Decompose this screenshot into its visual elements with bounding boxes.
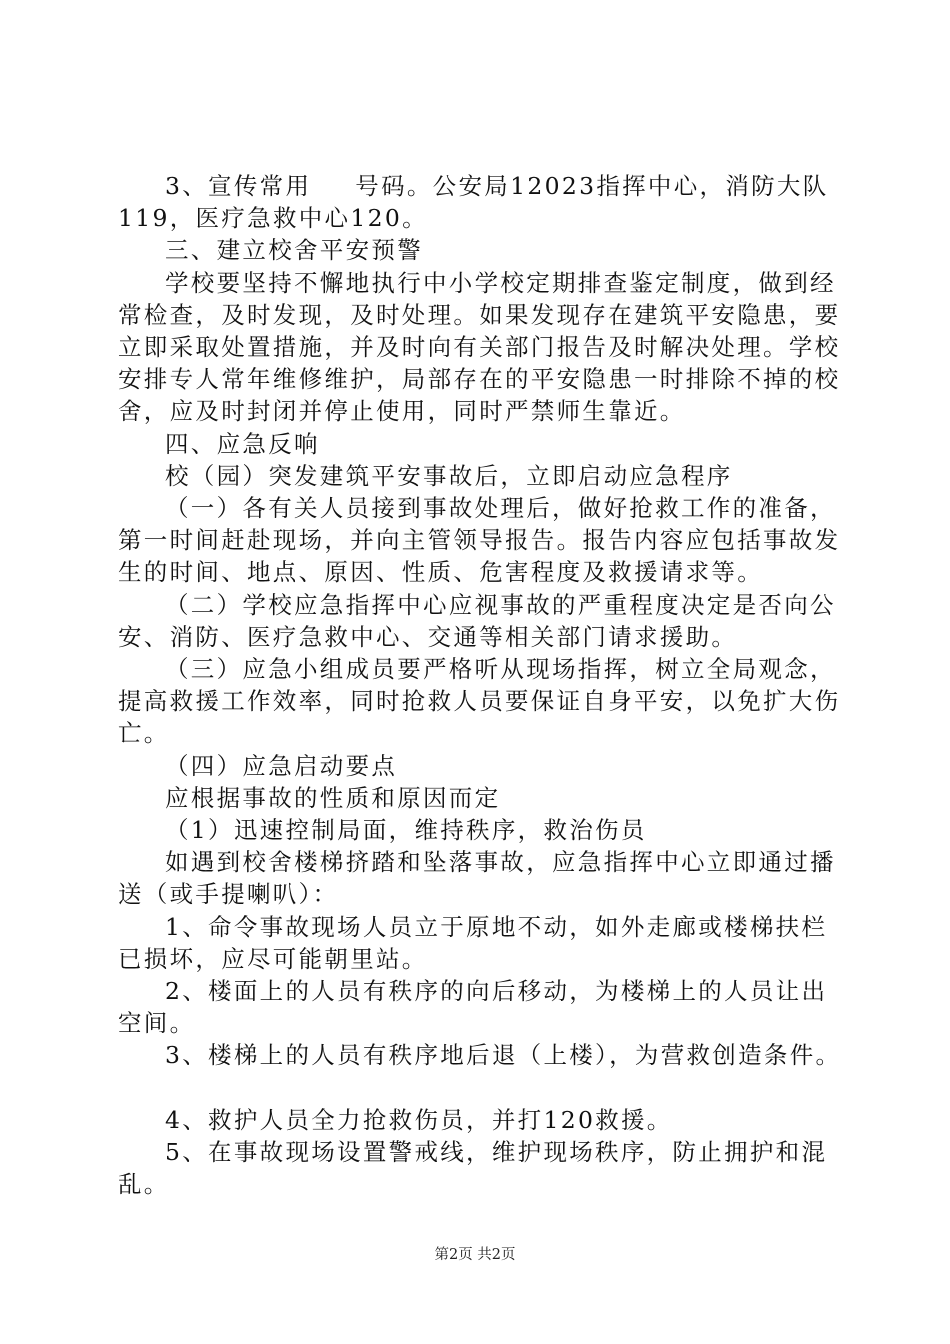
section-heading-3: 三、建立校舍平安预警	[165, 236, 423, 265]
page-footer: 第2页 共2页	[434, 1247, 516, 1263]
list-item: 3、楼梯上的人员有秩序地后退（上楼），为营救创造条件。	[165, 1041, 842, 1070]
paragraph: （三）应急小组成员要严格听从现场指挥，树立全局观念，提高救援工作效率，同时抢救人员要保证自身平安，以免扩大伤亡。	[118, 655, 841, 748]
paragraph: 应根据事故的性质和原因而定	[165, 783, 501, 812]
paragraph-publicity-numbers	[118, 170, 848, 234]
section-heading-4: 四、应急反响	[165, 429, 320, 458]
paragraph: （一）各有关人员接到事故处理后，做好抢救工作的准备，第一时间赶赴现场，并向主管领导报告。报告内容应包括事故发生的时间、地点、原因、性质、危害程度及救援请求等。	[118, 494, 841, 587]
paragraph: （1）迅速控制局面，维持秩序，救治伤员	[165, 816, 647, 845]
paragraph-text: 3、宣传常用	[165, 172, 312, 200]
list-item: 4、救护人员全力抢救伤员，并打120救援。	[165, 1105, 673, 1134]
paragraph: （二）学校应急指挥中心应视事故的严重程度决定是否向公安、消防、医疗急救中心、交通等相关部门请求援助。	[118, 590, 836, 651]
list-item: 2、楼面上的人员有秩序的向后移动，为楼梯上的人员让出空间。	[118, 977, 828, 1038]
list-item: 1、命令事故现场人员立于原地不动，如外走廊或楼梯扶栏已损坏，应尽可能朝里站。	[118, 912, 828, 973]
paragraph: 如遇到校舍楼梯挤踏和坠落事故，应急指挥中心立即通过播送（或手提喇叭）：	[118, 848, 836, 909]
paragraph: 校（园）突发建筑平安事故后，立即启动应急程序	[165, 461, 733, 490]
list-item: 5、在事故现场设置警戒线，维护现场秩序，防止拥护和混乱。	[118, 1137, 828, 1199]
paragraph: （四）应急启动要点	[165, 751, 398, 780]
paragraph: 学校要坚持不懈地执行中小学校定期排查鉴定制度，做到经常检查，及时发现，及时处理。如果发现存在建筑平安隐患，要立即采取处置措施，并及时向有关部门报告及时解决处理。学校安排专人常年维修维护，局部存在的平安隐患一时排除不掉的校舍，应及时封闭并停止使用，同时严禁师生靠近。	[118, 268, 841, 426]
document-body	[118, 170, 848, 1200]
paragraph-text: 号码。公安局12023指挥中心，消防大队119，医疗急救中心120。	[118, 172, 829, 233]
